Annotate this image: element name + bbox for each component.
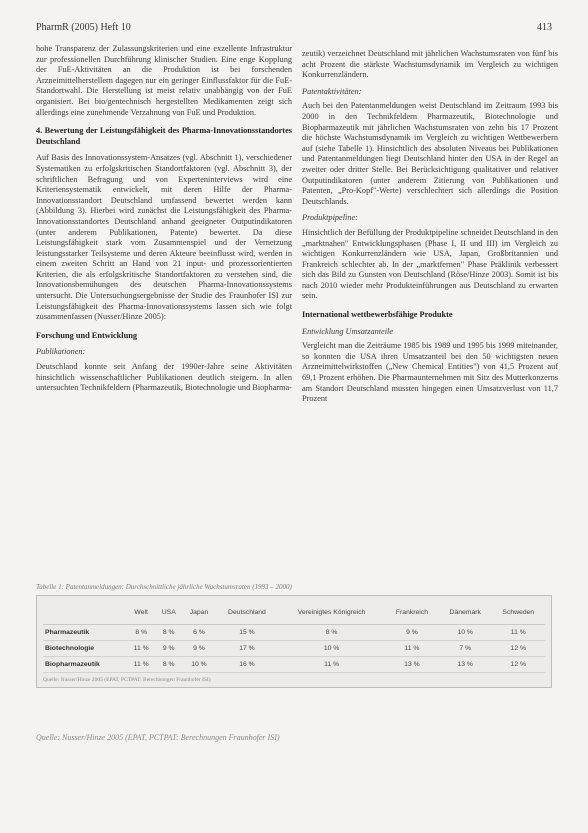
section-heading: 4. Bewertung der Leistungsfähigkeit des Pharma-Innovationsstandortes Deutschland [36,126,292,146]
table-note: Quelle: Nusser/Hinze 2005 (EPAT, PCTPAT: Berechnungen Fraunhofer ISI) [43,677,211,683]
table-block [36,583,552,688]
page-number: 413 [537,22,552,33]
table-cell: 9 % [385,625,439,641]
table-cell: 12 % [492,641,545,657]
table-row [43,641,545,657]
journal-title: PharmR (2005) Heft 10 [36,22,131,33]
table-row [43,657,545,673]
table-cell: 11 % [278,657,385,673]
table-header-row [43,600,545,625]
table-cell: 10 % [439,625,492,641]
table-cell: 8 % [278,625,385,641]
table-cell: 11 % [385,641,439,657]
table-cell: 13 % [439,657,492,673]
table-cell: 11 % [492,625,545,641]
table-cell: 16 % [216,657,278,673]
column-header: Vereinigtes Königreich [278,600,385,625]
table-cell: 13 % [385,657,439,673]
paragraph: hohe Transparenz der Zulassungskriterien und eine exzellente Infrastruktur zur professionellen Durchführung klinischer Studien. Eine enge Kopplung der FuE-Aktivitäten an die Produktion ist bei forschenden Arzneimittelherstellern dagegen nur ein geringer Einflussfaktor für die FuE-Standortwahl. Die Herstellung ist meist relativ unabhängig von der FuE organisiert. Bei bio/gentechnisch hergestellten Medikamenten zeigt sich allerdings eine zunehmende Verzahnung von FuE und Produktion. [36,44,292,117]
subsubsection-heading: Patentaktivitäten: [302,86,362,96]
source-note: Quelle: Nusser/Hinze 2005 (EPAT, PCTPAT: Berechnungen Fraunhofer ISI) [36,733,280,742]
table-cell: 9 % [182,641,216,657]
section-heading: International wettbewerbsfähige Produkte [302,310,453,320]
column-header: Japan [182,600,216,625]
paragraph: Auch bei den Patentanmeldungen weist Deutschland im Zeitraum 1993 bis 2000 in den Technikfeldern Pharmazeutik, Biotechnologie und Biopharmazeutik mit jährlichen Wachstumsraten von zehn bis 17 Prozent die höchste Wachstumsdynamik im Vergleich zu wichtigen Wettbewerbern auf (siehe Tabelle 1). Hinsichtlich des absoluten Niveaus bei Publikationen und Patentanmeldungen liegt Deutschland hinter den USA in der Regel an zweiter oder dritter Stelle. Bei Berücksichtigung qualitativer und relativer Outputindikatoren (unter anderem Zitierung von Publikationen und Patenten, „Pro-Kopf"-Werte) verschlechtert sich allerdings die Position Deutschlands. [302,101,558,206]
table-cell: 7 % [439,641,492,657]
table-row [43,625,545,641]
table-cell: 15 % [216,625,278,641]
paragraph: zeutik) verzeichnet Deutschland mit jährlichen Wachstumsraten von fünf bis acht Prozent die stärkste Wachstumsdynamik im Vergleich zu wichtigen Konkurrenzländern. [302,49,558,80]
table-cell: 11 % [127,641,155,657]
table-cell: 8 % [127,625,155,641]
table-cell: 11 % [127,657,155,673]
paragraph: Deutschland konnte seit Anfang der 1990er-Jahre seine Aktivitäten hinsichtlich wissenschaftlicher Publikationen deutlich steigern. In allen untersuchten Technikfeldern (Pharmazeutik, Biotechnologie und Biopharma- [36,362,292,393]
subsubsection-heading: Publikationen: [36,347,86,357]
left-column [36,44,292,394]
subsubsection-heading: Entwicklung Umsatzanteile [302,326,394,336]
table-cell: 10 % [182,657,216,673]
table-cell: 8 % [155,657,182,673]
subsubsection-heading: Produktpipeline: [302,213,358,223]
column-header: Frankreich [385,600,439,625]
table-cell: 6 % [182,625,216,641]
table-cell: 12 % [492,657,545,673]
table-cell: 8 % [155,625,182,641]
right-column [302,49,558,405]
subsection-heading: Forschung und Entwicklung [36,330,137,340]
table-cell: 17 % [216,641,278,657]
growth-rate-table [43,600,545,673]
column-header: Deutschland [216,600,278,625]
column-header: USA [155,600,182,625]
column-header: Schweden [492,600,545,625]
table-caption: Tabelle 1: Patentanmeldungen: Durchschnittliche jährliche Wachstumsraten (1993 – 2000) [36,583,292,591]
row-label: Pharmazeutik [43,625,127,641]
row-label: Biopharmazeutik [43,657,127,673]
paragraph: Vergleicht man die Zeiträume 1985 bis 1989 und 1995 bis 1999 miteinander, so konnten die USA ihren Umsatzanteil bei den 50 wichtigsten neuen Arzneimittelwirkstoffen („New Chemical Entities") von 41,5 Prozent auf 69,1 Prozent erhöhen. Die Pharmaunternehmen mit Sitz des Mutterkonzerns am Standort Deutschland mussten hingegen einen Umsatzverlust von 11,7 Prozent [302,341,558,404]
page-header [36,22,552,36]
paragraph: Hinsichtlich der Befüllung der Produktpipeline schneidet Deutschland in den „marktnahen" Entwicklungsphasen (Phase I, II und III) im Vergleich zu wichtigen Konkurrenzländern wie USA, Japan, Großbritannien und Frankreich schlechter ab. In der „marktfernen" Phase Präklinik verbessert sich das Bild zu Gunsten von Deutschland (Röse/Hinze 2003). Somit ist bis nach 2010 wieder mehr Produkteinführungen aus Deutschland zu erwarten sein. [302,227,558,301]
table-cell: 9 % [155,641,182,657]
table-cell: 10 % [278,641,385,657]
column-header: Welt [127,600,155,625]
table-frame [36,595,552,688]
column-header [43,600,127,625]
paragraph: Auf Basis des Innovationssystem-Ansatzes (vgl. Abschnitt 1), verschiedener Systematiken zu erfolgskritischen Standortfaktoren (vgl. Abschnitt 3), der schriftlichen Befragung und von Experteninterviews wird eine Kriteriensystematik entwickelt, mit deren Hilfe der Pharma-Innovationsstandort Deutschland umfassend bewertet werden kann (Abbildung 3). Hierbei wird zunächst die Leistungsfähigkeit des Pharma-Innovationsstandortes Deutschland anhand geeigneter Outputindikatoren (unter anderem Publikationen, Patente) bewertet. Da diese Leistungsfähigkeit stark vom Zusammenspiel und der Vernetzung leistungsstarker Teilsysteme und deren Akteure beeinflusst wird, werden in einem zweiten Schritt an Hand von 21 input- und prozessorientierten Kriterien, die als erfolgskritische Standortfaktoren zu verstehen sind, die Innovationsbemühungen des deutschen Pharma-Innovationssystems untersucht. Die Untersuchungsergebnisse der Studie des Fraunhofer ISI zur Leistungsfähigkeit des Pharma-Innovationssystems lassen sich wie folgt zusammenfassen (Nusser/Hinze 2005): [36,153,292,322]
column-header: Dänemark [439,600,492,625]
row-label: Biotechnologie [43,641,127,657]
